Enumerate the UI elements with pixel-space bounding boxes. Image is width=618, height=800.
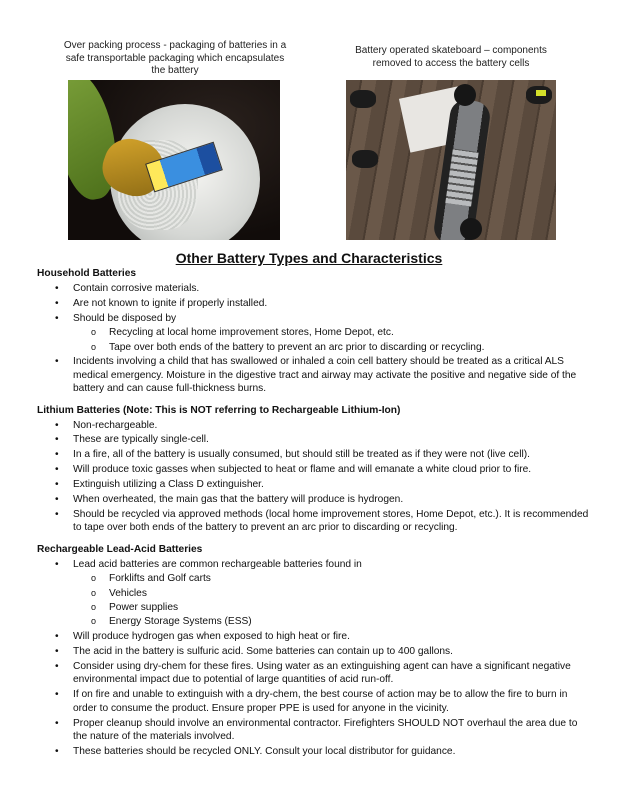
bullet-list	[37, 558, 592, 759]
list-item-text: The acid in the battery is sulfuric acid. Some batteries can contain up to 400 gallons.	[73, 646, 453, 658]
list-item-text: Non-rechargeable.	[73, 419, 158, 431]
sub-list	[73, 326, 592, 354]
list-item	[37, 419, 592, 432]
list-item	[37, 433, 592, 446]
skateboard-photo	[346, 80, 556, 240]
list-item-text: When overheated, the main gas that the battery will produce is hydrogen.	[73, 494, 404, 506]
list-item-text: If on fire and unable to extinguish with a dry-chem, the best course of action may be to allow the fire to burn in order to consume the product. Ensure proper PPE is used for anyone in the vicinity.	[73, 689, 568, 714]
list-item	[37, 558, 592, 629]
figure-caption: Over packing process - packaging of batteries in a safe transportable packaging which encapsulates the battery	[63, 40, 287, 76]
over-packing-photo	[68, 80, 280, 240]
list-item-text: In a fire, all of the battery is usually consumed, but should still be treated as if they were not (live cell).	[73, 449, 530, 461]
sub-list-item: o Energy Storage Systems (ESS)	[73, 615, 592, 628]
section	[37, 543, 592, 759]
sub-list-item: o Vehicles	[73, 587, 592, 600]
list-item-text: Lead acid batteries are common rechargeable batteries found in	[73, 558, 362, 570]
sub-list-item: o Forklifts and Golf carts	[73, 572, 592, 585]
section	[37, 404, 592, 535]
list-item-text: These batteries should be recycled ONLY. Consult your local distributor for guidance.	[73, 746, 456, 757]
bullet-list	[37, 419, 592, 535]
list-item-text: Should be disposed by	[73, 312, 177, 324]
list-item-text: Consider using dry-chem for these fires. Using water as an extinguishing agent can have a significant negative environmental impact due to potential of large quantities of acid run-off.	[73, 661, 571, 686]
section	[37, 267, 592, 396]
list-item	[37, 645, 592, 658]
list-item-text: Incidents involving a child that has swallowed or inhaled a coin cell battery should be treated as a critical ALS medical emergency. Moisture in the digestive tract and airway may activate the positive and negative side of the battery and can cause full-thickness burns.	[73, 356, 577, 395]
list-item-text: Are not known to ignite if properly installed.	[73, 297, 268, 309]
list-item	[37, 508, 592, 535]
list-item	[37, 630, 592, 643]
list-item-text: Will produce toxic gasses when subjected to heat or flame and will emanate a white cloud prior to fire.	[73, 464, 532, 476]
sub-list	[73, 572, 592, 629]
section-heading: Rechargeable Lead-Acid Batteries	[37, 543, 203, 555]
list-item-text: Will produce hydrogen gas when exposed to high heat or fire.	[73, 631, 350, 643]
figure-caption: Battery operated skateboard – components removed to access the battery cells	[355, 45, 547, 69]
list-item	[37, 282, 592, 295]
list-item	[37, 660, 592, 687]
list-item	[37, 297, 592, 310]
list-item-text: These are typically single-cell.	[73, 434, 209, 446]
list-item-text: Contain corrosive materials.	[73, 282, 200, 294]
list-item	[37, 463, 592, 476]
sub-list-item: o Power supplies	[73, 601, 592, 614]
sub-list-item: o Recycling at local home improvement stores, Home Depot, etc.	[73, 326, 592, 339]
list-item	[37, 448, 592, 461]
list-item	[37, 745, 592, 758]
list-item	[37, 688, 592, 715]
list-item-text: Extinguish utilizing a Class D extinguisher.	[73, 479, 264, 491]
document-body	[37, 267, 592, 766]
sub-list-item: o Tape over both ends of the battery to prevent an arc prior to discarding or recycling.	[73, 341, 592, 354]
list-item	[37, 717, 592, 744]
list-item	[37, 355, 592, 395]
list-item-text: Proper cleanup should involve an environmental contractor. Firefighters SHOULD NOT overhaul the area due to the nature of the materials involved.	[73, 717, 578, 743]
page-title: Other Battery Types and Characteristics	[175, 250, 443, 266]
list-item-text: Should be recycled via approved methods (local home improvement stores, Home Depot, etc.). It is recommended to tape over both ends of the battery to prevent an arc prior to discarding or recycling.	[73, 509, 589, 534]
list-item	[37, 478, 592, 491]
bullet-list	[37, 282, 592, 396]
section-heading: Lithium Batteries (Note: This is NOT referring to Rechargeable Lithium-Ion)	[37, 404, 401, 416]
section-heading: Household Batteries	[37, 268, 137, 279]
list-item	[37, 493, 592, 506]
list-item	[37, 312, 592, 354]
